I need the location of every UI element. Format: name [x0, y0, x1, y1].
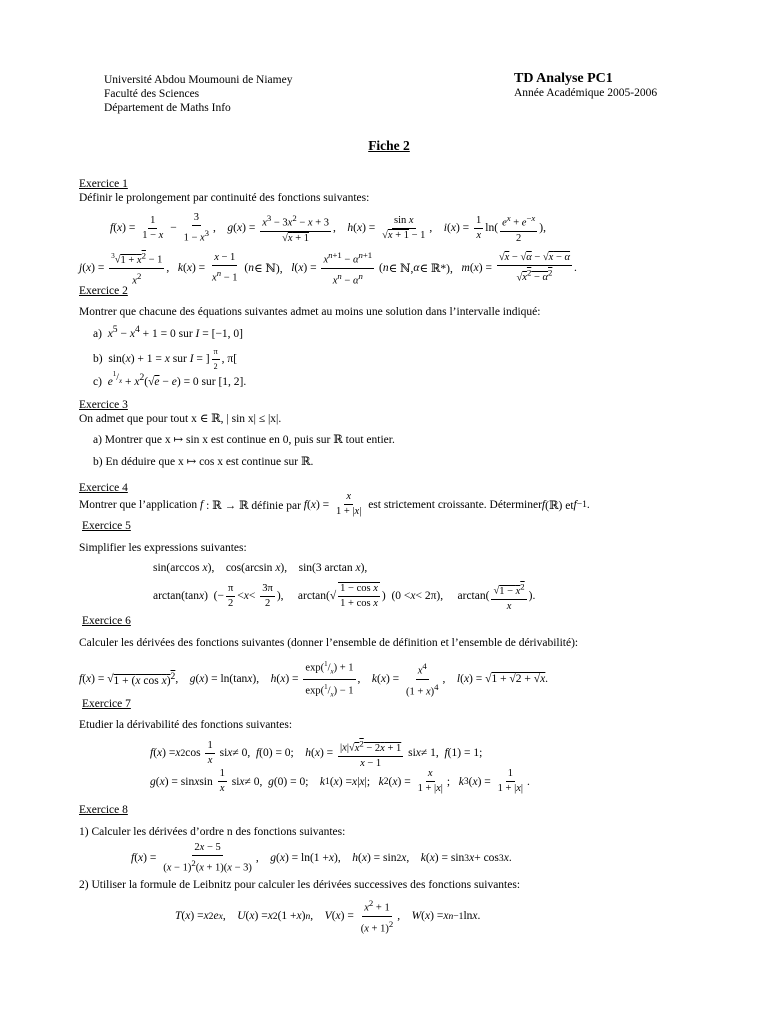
sheet-title: Fiche 2 [368, 138, 410, 153]
exercise-5-statement: Simplifier les expressions suivantes: [79, 542, 247, 554]
exercise-title: Exercice 6 [82, 615, 131, 627]
exercise-title: Exercice 3 [79, 399, 128, 411]
exercise-6-statement: Calculer les dérivées des fonctions suivantes (donner l’ensemble de définition et l’ensemble de dérivabilité): [79, 637, 579, 649]
exercise-2-item-a: a) $x^5 - x^4 + 1 = 0$ sur I = [−1, 0] [93, 324, 244, 340]
exercise-2-item-c: c) $e^{^1/_x} + x^2(√e - e) = 0$ sur [1, 2]. [93, 370, 247, 389]
course-block [514, 71, 657, 101]
exercise-7-statement: Etudier la dérivabilité des fonctions suivantes: [79, 719, 293, 731]
exercise-7-formula-line-2: g ( x ) = sin x sin $\frac{1}{x}$ si x ≠ 0, g (0) = 0; k 1 ( x ) = x | x |; k 2 ( x ) = $\frac{x}{1 + |x|}$ ; k 3 ( x ) = $\frac{1}{1 + |x|}$ . [150, 768, 530, 794]
exercise-3-item-b: b) En déduire que x ↦ cos x est continue sur ℝ. [93, 456, 314, 468]
exercise-title: Exercice 1 [79, 178, 128, 190]
exercise-8-formula-line-2: T ( x ) = x 2 e x , U ( x ) = x 2 (1 + x ) n , V ( x ) = $\frac{x^2 + 1}{(x + 1)^2}$ , W ( x ) = x n−1 ln x . [175, 898, 481, 934]
exercise-5-formula-line-2: arctan(tan x ) (− $\frac{\pi}{2}$ < x < $\frac{3\pi}{2}$ ), arctan(√ $\frac{\text{1 − cos x}}{\text{1 + cos x}}$ ) (0 < x < 2π), arctan( $\frac{√1 - x^2}{x}$ ). [153, 581, 536, 612]
department-name: Département de Maths Info [104, 102, 231, 114]
exercise-4-statement: Montrer que l’application f : ℝ → ℝ définie par f ( x ) = $\frac{x}{1 + |x|}$ est strictement croissante. Déterminer f (ℝ) et f −1 . [79, 491, 590, 517]
exercise-1-formula-line-2: j ( x ) = $\frac{^3√1 + x^2 - 1}{x^2}$ , k ( x ) = $\frac{x - 1}{x^n - 1}$ ( n ∈ ℕ), l ( x ) = $\frac{x^{n+1} - \alpha^{n+1}}{x^n - \alpha^n}$ ( n ∈ ℕ, α ∈ ℝ*), m ( x ) = $\frac{√x - √\alpha - √x - \alpha}{√x^2 - \alpha^2}$ . [79, 250, 577, 286]
exercise-8-statement-1: 1) Calculer les dérivées d’ordre n des fonctions suivantes: [79, 826, 346, 838]
university-name: Université Abdou Moumouni de Niamey [104, 74, 293, 86]
exercise-7-formula-line-1: f ( x ) = x 2 cos $\frac{1}{x}$ si x ≠ 0, f (0) = 0; h ( x ) = $\frac{|x|√x^2 - 2x + 1}{x - 1}$ si x ≠ 1, f (1) = 1; [150, 738, 483, 769]
exercise-title: Exercice 7 [82, 698, 131, 710]
faculty-name: Faculté des Sciences [104, 88, 200, 100]
exercise-1-formula-line-1: f ( x ) = $\frac{1}{1 - x}$ − $\frac{3}{1 - x^3}$ , g ( x ) = $\frac{x^3 - 3x^2 - x + 3}{√x + 1}$ , h ( x ) = $\frac{\text{sin x}}{√x + 1 - 1}$ , i ( x ) = $\frac{1}{x}$ ln( $\frac{e^x + e^{-x}}{2}$ ), [110, 212, 547, 244]
course-title: TD Analyse PC1 [514, 71, 613, 86]
exercise-2-item-b: b) sin(x) + 1 = x sur I = ] $\frac{\pi}{2}$ , π[ [93, 347, 238, 371]
exercise-title: Exercice 2 [79, 285, 128, 297]
exercise-statement: On admet que pour tout x ∈ ℝ, | sin x| ≤ |x|. [79, 413, 282, 425]
exercise-5 [82, 519, 131, 533]
exercise-6-formula-line: f ( x ) = √ 1 + (x cos x)$^2$ , g ( x ) = ln(tan x ), h ( x ) = $\frac{\exp(^1/_x) + 1}{\exp(^1/_x) - 1}$ , k ( x ) = $\frac{x^4}{(1 + x)^4}$ , l ( x ) = √ 1 + √2 + √x . [79, 660, 549, 699]
exercise-3 [79, 398, 281, 426]
exercise-2 [79, 284, 540, 319]
exercise-8-formula-line-1: f ( x ) = $\frac{2x - 5}{(x - 1)^2(x + 1)(x - 3)}$ , g ( x ) = ln(1 + x ), h ( x ) = sin 2 x , k ( x ) = sin 3 x + cos 3 x . [131, 842, 512, 874]
exercise-title: Exercice 8 [79, 804, 128, 816]
exercise-statement: Définir le prolongement par continuité des fonctions suivantes: [79, 192, 370, 204]
academic-year: Année Académique 2005-2006 [514, 87, 658, 99]
exercise-7 [82, 697, 131, 711]
exercise-title: Exercice 5 [82, 520, 131, 532]
institution-block [104, 73, 292, 115]
exercise-6 [82, 614, 131, 628]
exercise-8-statement-2: 2) Utiliser la formule de Leibnitz pour calculer les dérivées successives des fonctions suivantes: [79, 879, 521, 891]
exercise-1 [79, 177, 369, 205]
exercise-title: Exercice 4 [79, 482, 128, 494]
exercise-statement: Montrer que chacune des équations suivantes admet au moins une solution dans l’intervalle indiqué: [79, 306, 541, 318]
exercise-3-item-a: a) Montrer que x ↦ sin x est continue en 0, puis sur ℝ tout entier. [93, 434, 395, 446]
exercise-5-formula-line-1: sin(arccos x), cos(arcsin x), sin(3 arctan x), [153, 562, 368, 574]
exercise-8 [79, 803, 128, 817]
